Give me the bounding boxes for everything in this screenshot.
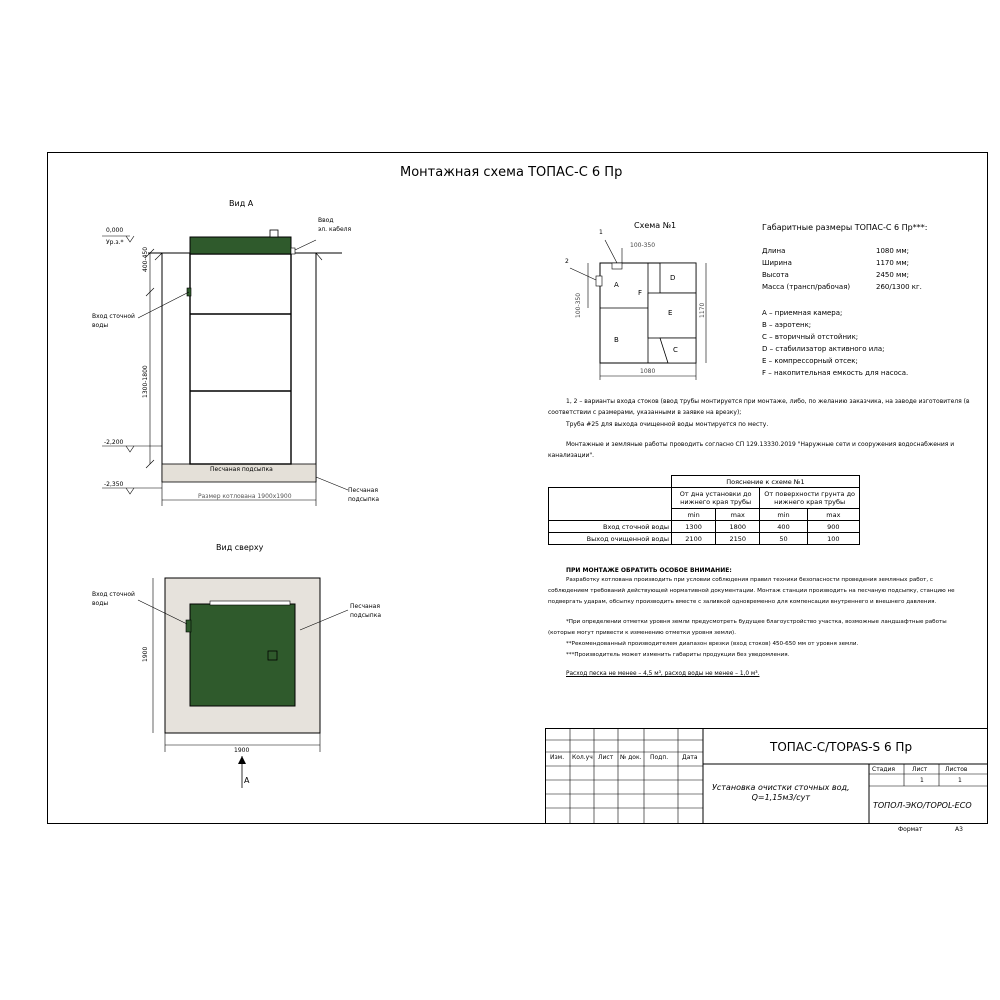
compartment-a: A [614,281,619,289]
col-min: min [672,509,716,521]
dim-row-value: 2450 мм; [876,271,909,279]
attention-line: Разработку котлована производить при условии соблюдения правил техники безопасности проведения земляных работ, с [566,577,934,583]
tank-top [190,604,295,706]
scheme-dim-top: 100-350 [630,242,656,249]
note-line: 1, 2 – варианты входа стоков (ввод трубы монтируется при монтаже, либо, по желанию заказчика, на заводе изготовителя (в [566,398,970,405]
dim-row-value: 1080 мм; [876,247,909,255]
format-label: Формат [898,826,923,833]
pit-size-label: Размер котлована 1900х1900 [198,493,292,500]
table-row [549,521,860,533]
stamp-col-header: Подп. [650,754,669,761]
compartment-b: B [614,336,619,344]
stamp-product: ТОПАС-С/TOPAS-S 6 Пр [770,740,913,754]
attention-line: (которые могут привести к изменению отметки уровня земли). [548,630,736,636]
stamp-col-header: № док. [620,754,642,761]
row-label: Вход сточной воды [549,521,672,533]
scheme-dim-right: 1170 [699,302,706,318]
stamp-col-header: Изм. [550,754,565,761]
cell: 100 [807,533,859,545]
stamp-sheets-label: Листов [945,766,968,773]
legend-item: А – приемная камера; [762,309,843,317]
stamp-sheets-value: 1 [958,777,962,784]
compartment-d: D [670,274,676,282]
table-group-2: От поверхности грунта до нижнего края трубы [760,488,860,509]
cell: 1300 [672,521,716,533]
scheme-dim-left: 100-350 [575,292,582,318]
view-top-dim-bottom: 1900 [234,747,250,754]
cell: 2100 [672,533,716,545]
dim-top: 400-450 [142,246,149,272]
compartment-c: C [673,346,678,354]
attention-line: **Рекомендованный производителем диапазон врезки (вход стоков) 450-650 мм от уровня земли. [566,641,859,647]
dim-row-name: Длина [762,247,786,255]
scheme-mark-1: 1 [599,229,603,236]
view-a-inlet-label: Вход сточной воды [92,313,135,329]
row-label: Выход очищенной воды [549,533,672,545]
attention-line: соблюдением требований действующей нормативной документации. Монтаж станции производить на песчаную подсыпку, станцию не [548,588,955,594]
stamp-col-header: Лист [598,754,614,761]
legend-item: В – аэротенк; [762,321,812,329]
sand-bed-label: Песчаная подсыпка [210,466,273,473]
stamp-sheet-label: Лист [912,766,928,773]
note-line: Труба #25 для выхода очищенной воды монтируется по месту. [566,421,769,428]
dim-row-name: Высота [762,271,789,279]
note-line: канализации". [548,452,595,459]
scheme-drawing [560,228,720,388]
stamp-sheet-value: 1 [920,777,924,784]
consumption-line: Расход песка не менее – 4,5 м³, расход воды не менее – 1,0 м³. [566,671,760,677]
sand-bed-side-label: Песчаная подсыпка [348,487,380,503]
stamp-col-header: Кол.уч [572,754,593,761]
dimensions-heading: Габаритные размеры ТОПАС-С 6 Пр***: [762,223,928,232]
attention-heading: ПРИ МОНТАЖЕ ОБРАТИТЬ ОСОБОЕ ВНИМАНИЕ: [566,567,732,574]
view-a-label: Вид А [229,199,254,208]
col-max: max [807,509,859,521]
note-line: Монтажные и земляные работы проводить согласно СП 129.13330.2019 "Наружные сети и сооружения водоснабжения и [566,441,955,448]
legend-item: С – вторичный отстойник; [762,333,859,341]
view-top-dim-side: 1900 [142,646,149,662]
view-a-drawing [90,210,390,520]
col-min: min [760,509,807,521]
level-zero-sub: Ур.з.* [106,239,124,246]
view-top-label: Вид сверху [216,543,264,552]
scheme-label: Схема №1 [634,221,677,230]
tank-body [190,254,291,464]
dim-row-value: 260/1300 кг. [876,283,922,291]
table-group-1: От дна установки до нижнего края трубы [672,488,760,509]
scheme-mark-2: 2 [565,258,569,265]
legend-item: D – стабилизатор активного ила; [762,345,885,353]
legend-item: Е – компрессорный отсек; [762,357,858,365]
scheme-dim-bottom: 1080 [640,368,656,375]
cell: 900 [807,521,859,533]
tank-lid [190,237,291,254]
attention-line: ***Производитель может изменить габариты продукции без уведомления. [566,652,790,658]
compartment-f: F [638,289,643,297]
dim-row-value: 1170 мм; [876,259,909,267]
drawing-title: Монтажная схема ТОПАС-С 6 Пр [400,165,623,180]
level-bottom: -2,200 [104,439,124,446]
view-top-inlet-label: Вход сточной воды [92,591,135,607]
attention-line: *При определении отметки уровня земли предусмотреть будущее благоустройство участка, возможные ландшафтные работы [566,619,947,625]
table-row [549,533,860,545]
section-arrow-label: А [244,776,250,785]
dim-middle: 1300-1800 [142,365,149,398]
dim-row-name: Ширина [762,259,792,267]
cell: 1800 [716,521,760,533]
cell: 50 [760,533,807,545]
view-top-drawing [90,560,390,800]
table-caption: Пояснение к схеме №1 [672,476,860,488]
stamp-col-header: Дата [682,754,698,761]
stamp-stage-label: Стадия [872,766,896,773]
stamp-description: Установка очистки сточных вод, Q=1,15м3/сут [712,783,850,802]
stamp-company: ТОПОЛ-ЭКО/TOPOL-ECO [873,801,972,810]
legend-item: F – накопительная емкость для насоса. [762,369,909,377]
attention-line: подвергать ударам, обсыпку производить вместе с заливкой одновременно для компенсации внутреннего и внешнего давления. [548,599,937,605]
format-value: А3 [955,826,963,833]
note-line: соответствии с размерами, указанными в заявке на врезку); [548,409,742,416]
cable-inlet-label: Ввод эл. кабеля [318,217,352,233]
compartment-e: E [668,309,673,317]
level-zero: 0,000 [106,227,124,234]
col-max: max [716,509,760,521]
level-pit: -2,350 [104,481,124,488]
explanation-table [548,475,860,545]
view-top-sand-label: Песчаная подсыпка [350,603,382,619]
cell: 400 [760,521,807,533]
dim-row-name: Масса (трансп/рабочая) [762,283,851,291]
cell: 2150 [716,533,760,545]
